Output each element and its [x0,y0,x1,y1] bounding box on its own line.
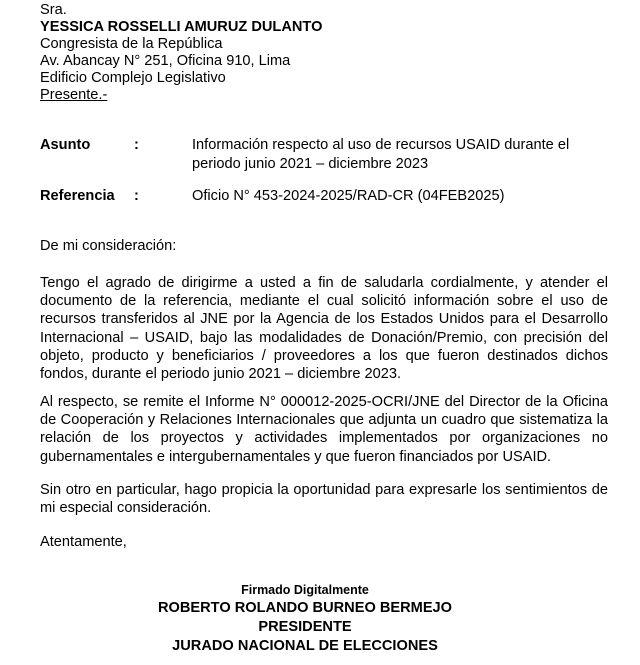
subject-line-1: Información respecto al uso de recursos USAID durante el [192,137,570,153]
signature-stamp: Firmado Digitalmente [241,583,369,597]
recipient-name: YESSICA ROSSELLI AMURUZ DULANTO [40,19,323,35]
recipient-building: Edificio Complejo Legislativo [40,70,226,86]
closing: Atentamente, [40,534,127,550]
paragraph-2: Al respecto, se remite el Informe N° 000012-2025-OCRI/JNE del Director de la Oficina de Cooperación y Relaciones Internacionales que adjunta un cuadro que sistematiza la relación de los proyectos y actividades implementados por organizaciones no gubernamentales e intergubernamentales y que fueron financiados por USAID. [40,394,608,465]
reference-colon: : [134,188,139,204]
signatory-position: PRESIDENTE [258,619,352,635]
reference-label: Referencia [40,188,115,204]
subject-label: Asunto [40,137,91,153]
salutation: Sra. [40,2,67,18]
greeting: De mi consideración: [40,238,177,254]
subject-colon: : [134,137,139,153]
paragraph-3: Sin otro en particular, hago propicia la oportunidad para expresarle los sentimientos de mi especial consideración. [40,482,608,517]
reference-value: Oficio N° 453-2024-2025/RAD-CR (04FEB2025) [192,188,505,204]
paragraph-1: Tengo el agrado de dirigirme a usted a fin de saludarla cordialmente, y atender el documento de la referencia, mediante el cual solicitó información sobre el uso de recursos transferidos al JNE por la Agencia de los Estados Unidos para el Desarrollo Internacional – USAID, bajo las modalidades de Donación/Premio, con precisión del objeto, producto y beneficiarios / proveedores a los que fueron destinados dichos fondos, durante el periodo junio 2021 – diciembre 2023. [40,275,608,383]
signatory-institution: JURADO NACIONAL DE ELECCIONES [172,638,438,654]
signatory-name: ROBERTO ROLANDO BURNEO BERMEJO [157,600,453,616]
recipient-address: Av. Abancay N° 251, Oficina 910, Lima [40,53,291,69]
recipient-title: Congresista de la República [40,36,223,52]
subject-line-2: periodo junio 2021 – diciembre 2023 [192,156,429,172]
presente-line: Presente.- [40,87,108,103]
